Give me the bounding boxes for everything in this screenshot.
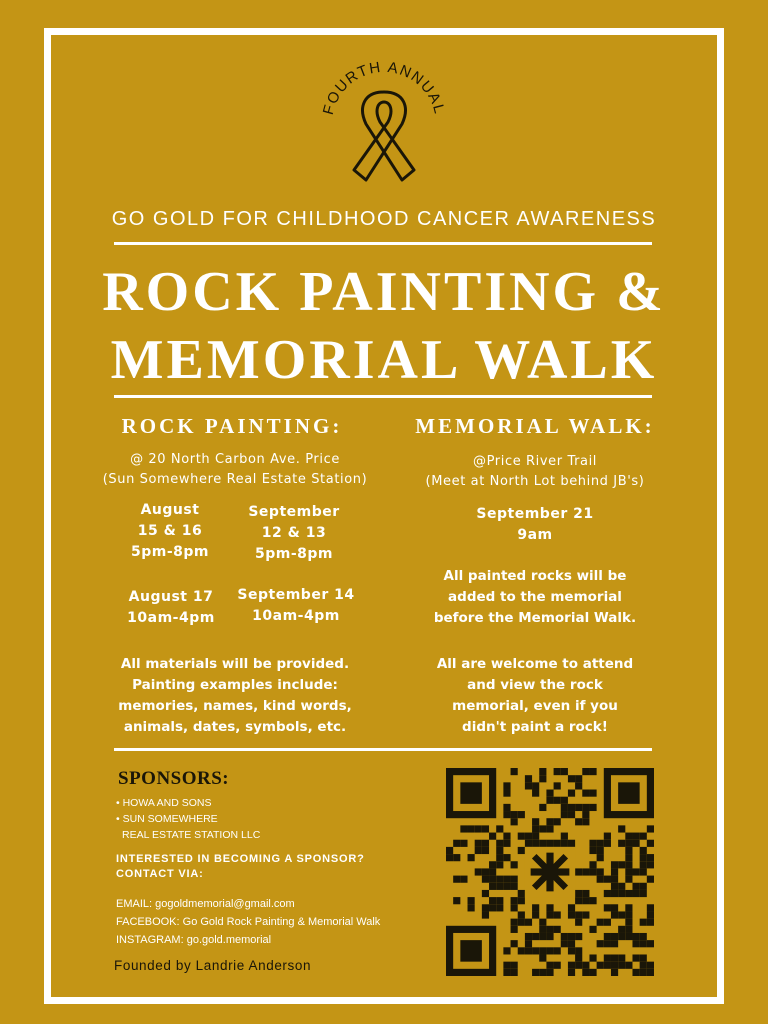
time-line: 5pm-8pm <box>130 544 209 560</box>
sponsors-heading: SPONSORS: <box>118 768 230 789</box>
location-line: (Meet at North Lot behind JB's) <box>425 474 645 489</box>
sponsor-ask <box>116 852 365 882</box>
founded-by: Founded by Landrie Anderson <box>114 958 312 973</box>
title-line-2: MEMORIAL WALK <box>110 329 658 391</box>
sponsor-list <box>116 795 260 843</box>
sponsor-item: • HOWA AND SONS <box>116 797 212 809</box>
divider <box>114 395 652 398</box>
note-line: memories, names, kind words, <box>118 698 352 714</box>
note-line: memorial, even if you <box>452 698 618 714</box>
note-line: animals, dates, symbols, etc. <box>123 719 347 735</box>
date-block <box>234 502 354 565</box>
time-line: 10am-4pm <box>127 610 215 626</box>
ask-line: CONTACT VIA: <box>116 868 204 880</box>
date-line: August <box>140 502 200 518</box>
rock-painting-note <box>100 654 370 738</box>
rock-painting-location <box>90 450 380 490</box>
date-line: September 21 <box>476 506 594 522</box>
note-line: and view the rock <box>467 677 603 693</box>
date-line: September 14 <box>237 587 355 603</box>
divider <box>114 242 652 245</box>
time-line: 10am-4pm <box>252 608 340 624</box>
awareness-ribbon-logo <box>314 52 454 202</box>
contact-email <box>116 895 380 913</box>
ask-line: INTERESTED IN BECOMING A SPONSOR? <box>116 853 365 865</box>
contact-facebook <box>116 913 380 931</box>
date-block <box>120 500 220 563</box>
email-link[interactable]: gogoldmemorial@gmail.com <box>155 898 295 910</box>
location-line: @Price River Trail <box>472 454 598 469</box>
instagram-link[interactable]: go.gold.memorial <box>186 934 272 946</box>
walk-note-2 <box>410 654 660 738</box>
note-line: added to the memorial <box>448 589 622 605</box>
rock-painting-heading: ROCK PAINTING: <box>121 414 343 438</box>
walk-note-1 <box>410 566 660 629</box>
note-line: before the Memorial Walk. <box>433 610 637 626</box>
facebook-link[interactable]: Go Gold Rock Painting & Memorial Walk <box>182 916 381 928</box>
time-line: 9am <box>517 527 553 543</box>
date-line: 15 & 16 <box>137 523 203 539</box>
location-line: @ 20 North Carbon Ave. Price <box>130 452 340 467</box>
instagram-label: INSTAGRAM: <box>116 934 184 946</box>
qr-code[interactable] <box>446 768 654 976</box>
walk-date-block <box>450 504 620 546</box>
awareness-ribbon-icon <box>314 52 454 202</box>
sponsor-item: • SUN SOMEWHERE <box>116 813 218 825</box>
note-line: Painting examples include: <box>132 677 338 693</box>
annual-label: FOURTH ANNUAL <box>319 58 449 117</box>
email-label: EMAIL: <box>116 898 153 910</box>
title-line-1: ROCK PAINTING & <box>102 261 666 323</box>
svg-text:FOURTH ANNUAL <box>320 59 448 117</box>
contact-instagram <box>116 931 380 949</box>
date-block <box>116 587 226 629</box>
note-line: didn't paint a rock! <box>462 719 608 735</box>
date-block <box>228 585 364 627</box>
facebook-label: FACEBOOK: <box>116 916 180 928</box>
contact-info <box>116 895 380 949</box>
campaign-subtitle: GO GOLD FOR CHILDHOOD CANCER AWARENESS <box>111 208 657 230</box>
note-line: All are welcome to attend <box>436 656 634 672</box>
sponsor-item: REAL ESTATE STATION LLC <box>122 829 261 841</box>
memorial-walk-location <box>400 452 670 492</box>
divider <box>114 748 652 751</box>
note-line: All materials will be provided. <box>120 656 350 672</box>
location-line: (Sun Somewhere Real Estate Station) <box>102 472 368 487</box>
qr-code-icon <box>446 768 654 976</box>
date-line: August 17 <box>128 589 214 605</box>
date-line: September <box>248 504 340 520</box>
memorial-walk-heading: MEMORIAL WALK: <box>415 414 655 438</box>
time-line: 5pm-8pm <box>254 546 333 562</box>
date-line: 12 & 13 <box>261 525 327 541</box>
note-line: All painted rocks will be <box>443 568 627 584</box>
